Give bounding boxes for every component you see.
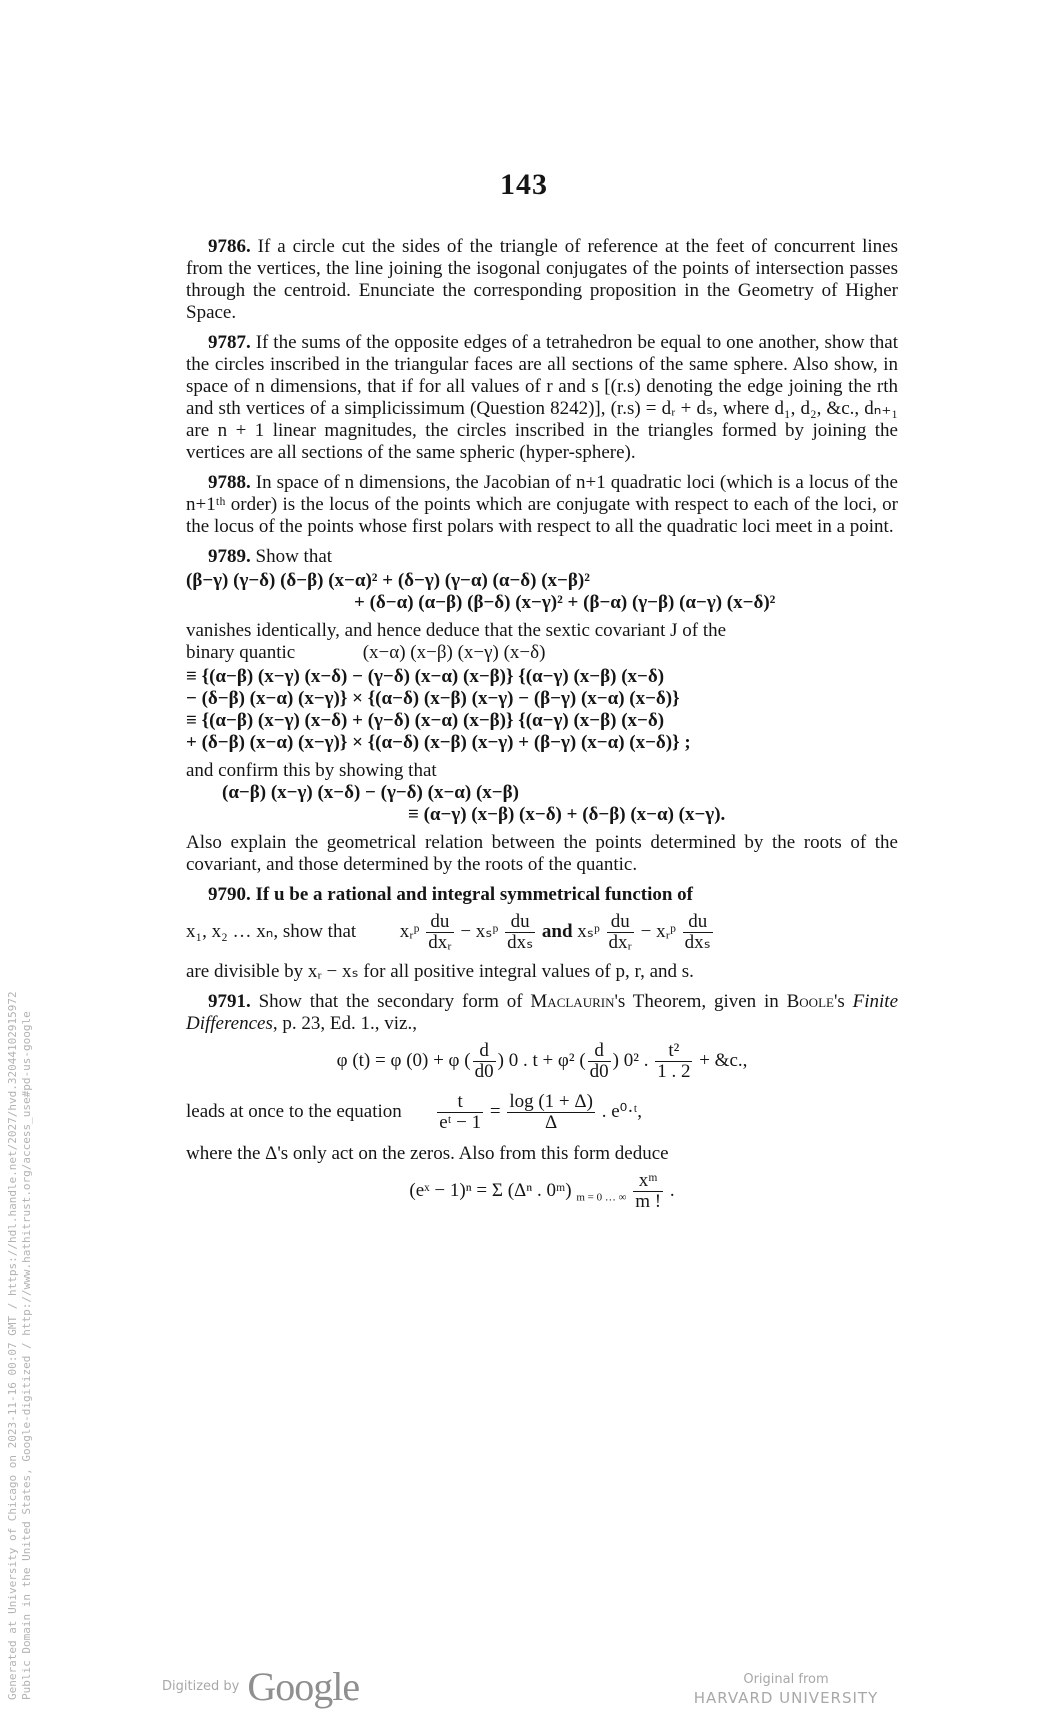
watermark-line: Generated at University of Chicago on 2023-11-16 00:07 GMT / https://hdl.handle.net/2027/hvd.32044102915972 <box>6 991 19 1700</box>
page-number: 143 <box>500 168 548 201</box>
question-text: If a circle cut the sides of the triangle of reference at the feet of concurrent lines from the vertices, the line joining the isogonal conjugates of the points of intersection passes through the centroid. Enunciate the corresponding proposition in the Geometry of Higher Space. <box>186 236 898 323</box>
equation-line: + (δ−α) (α−β) (β−δ) (x−γ)² + (β−α) (γ−β) (α−γ) (x−δ)² <box>354 592 776 613</box>
original-from <box>686 1672 886 1708</box>
equation-line: + (δ−β) (x−α) (x−γ)} × {(α−δ) (x−β) (x−γ) + (β−γ) (x−α) (x−δ)} ; <box>186 732 691 753</box>
coefficient: − xₛᵖ <box>460 920 499 942</box>
question-text: 's Theorem, given in <box>614 991 779 1012</box>
equation-line <box>186 912 898 953</box>
question-text: and confirm this by showing that <box>186 760 437 781</box>
equation-part: φ (t) = φ (0) + φ <box>336 1049 460 1071</box>
fraction: $\frac{\log (1 + \Delta)}{\Delta}$ <box>509 1091 593 1133</box>
equation-part: (eˣ − 1)ⁿ = Σ (Δⁿ . 0ᵐ) <box>409 1179 572 1201</box>
google-logo: Google <box>247 1664 360 1709</box>
equation-line <box>186 1171 898 1212</box>
derivative-fraction: $\frac{du}{\text{dxᵣ}}$ <box>608 911 632 953</box>
equation-part: . e⁰·ᵗ, <box>601 1100 642 1122</box>
equation-part: 0 . t + φ² <box>508 1049 575 1071</box>
question-text: Also explain the geometrical relation between the points determined by the roots of the covariant, and those determined by the roots of the quantic. <box>186 832 898 875</box>
question-number: 9788. <box>208 472 251 493</box>
reference-author: Boole <box>786 991 834 1012</box>
conjunction: and <box>541 920 573 942</box>
equation-part: + &c., <box>699 1049 748 1071</box>
question-text: In space of n dimensions, the Jacobian of n+1 quadratic loci (which is a locus of the n+1ᵗʰ order) is the locus of the points which are conjugate with respect to each of the loci, or the locus of the points whose first polars with respect to all the quadratic loci meet in a point. <box>186 472 898 537</box>
question-text: leads at once to the equation <box>186 1100 402 1122</box>
equation-line: φ (t) = φ (0) + φ ( $\frac{d}{d0}$ ) 0 . t + φ² ( $\frac{d}{d0}$ ) 0² . $\frac{\text{t²}}{1 . 2}$ + &c., <box>336 1040 748 1082</box>
derivative-fraction: $\frac{du}{\text{dxᵣ}}$ <box>428 911 452 953</box>
question-text: vanishes identically, and hence deduce that the sextic covariant J of the <box>186 620 727 641</box>
question-9790 <box>186 884 898 983</box>
summation-range: m = 0 … ∞ <box>576 1191 627 1204</box>
derivative-fraction: $\frac{du}{\text{dxₛ}}$ <box>507 911 534 953</box>
author-name: Maclaurin <box>530 991 615 1012</box>
hathitrust-watermark <box>6 860 34 1700</box>
quantic-expression: (x−α) (x−β) (x−γ) (x−δ) <box>362 642 546 663</box>
variables-text: x₁, x₂ … xₙ, show that <box>186 920 357 942</box>
question-number: 9789. <box>208 546 251 567</box>
digitized-by <box>162 1663 359 1710</box>
derivative-fraction: $\frac{d}{d0}$ <box>474 1040 494 1082</box>
watermark-line: Public Domain in the United States, Google-digitized / http://www.hathitrust.org/access_use#pd-us-google <box>20 1011 33 1700</box>
quantic-label: binary quantic <box>186 642 296 663</box>
question-number: 9786. <box>208 236 251 257</box>
question-9791 <box>186 991 898 1212</box>
question-text: Show that the secondary form of <box>258 991 523 1012</box>
equation-line: ≡ (α−γ) (x−β) (x−δ) + (δ−β) (x−α) (x−γ). <box>408 804 726 825</box>
question-lead <box>186 884 898 906</box>
institution-name: HARVARD UNIVERSITY <box>693 1689 879 1707</box>
question-9786 <box>186 236 898 324</box>
question-number: 9791. <box>208 991 251 1012</box>
question-lead: 9791. Show that the secondary form of Maclaurin's Theorem, given in Boole's Finite Differences, p. 23, Ed. 1., viz., <box>186 991 899 1034</box>
equation-line: ≡ {(α−β) (x−γ) (x−δ) + (γ−δ) (x−α) (x−β)} {(α−γ) (x−β) (x−δ) <box>186 710 665 731</box>
equation-line: (α−β) (x−γ) (x−δ) − (γ−δ) (x−α) (x−β) <box>222 782 519 803</box>
question-text: Show that <box>255 546 333 567</box>
coefficient: xᵣᵖ <box>399 920 420 942</box>
factorial-fraction: $\frac{\text{t²}}{1 . 2}$ <box>657 1040 691 1082</box>
question-9787 <box>186 332 898 464</box>
derivative-fraction: $\frac{d}{d0}$ <box>589 1040 609 1082</box>
question-9788 <box>186 472 898 538</box>
original-from-label: Original from <box>743 1672 829 1687</box>
question-number: 9787. <box>208 332 251 353</box>
fraction: $\frac{t}{\text{eᵗ − 1}}$ <box>439 1091 482 1133</box>
equation-part: . <box>669 1179 675 1201</box>
equation-part: 0² . <box>623 1049 649 1071</box>
equation-line: (β−γ) (γ−δ) (δ−β) (x−α)² + (δ−γ) (γ−α) (α−δ) (x−β)² <box>186 570 590 591</box>
question-text: where the Δ's only act on the zeros. Also from this form deduce <box>186 1143 669 1164</box>
question-lead <box>186 546 898 568</box>
question-9789 <box>186 546 898 876</box>
question-text: , p. 23, Ed. 1., viz., <box>272 1013 417 1034</box>
fraction: $\frac{\text{xᵐ}}{m !}$ <box>635 1170 662 1212</box>
equation-line: leads at once to the equation $\frac{t}{\text{eᵗ − 1}}$ = $\frac{\log (1 + \Delta)}{\Delta}$ . e⁰·ᵗ, <box>186 1091 642 1133</box>
quantic-line <box>186 642 898 664</box>
coefficient: xₛᵖ <box>577 920 600 942</box>
digitized-label: Digitized by <box>162 1679 240 1694</box>
derivative-fraction: $\frac{du}{\text{dxₛ}}$ <box>684 911 711 953</box>
question-number: 9790. <box>208 884 251 905</box>
page-body <box>186 236 898 1212</box>
question-text: If the sums of the opposite edges of a tetrahedron be equal to one another, show that the circles inscribed in the triangular faces are all sections of the same sphere. Also show, in space of n dimensions, that if for all values of r and s [(r.s) denoting the edge joining the rth and sth vertices of a simplicissimum (Question 8242)], (r.s) = dᵣ + dₛ, where d₁, d₂, &c., dₙ₊₁ are n + 1 linear magnitudes, the circles inscribed in the triangles formed by joining the vertices are all sections of the same spheric (hyper-sphere). <box>186 332 899 463</box>
reference-title: Finite Differences <box>186 991 899 1034</box>
question-text: If u be a rational and integral symmetrical function of <box>255 884 694 905</box>
equation-line: ≡ {(α−β) (x−γ) (x−δ) − (γ−δ) (x−α) (x−β)} {(α−γ) (x−β) (x−δ) <box>186 666 665 687</box>
equation-line: − (δ−β) (x−α) (x−γ)} × {(α−δ) (x−β) (x−γ) − (β−γ) (x−α) (x−δ)} <box>186 688 680 709</box>
question-text: are divisible by xᵣ − xₛ for all positive integral values of p, r, and s. <box>186 961 694 982</box>
coefficient: − xᵣᵖ <box>640 920 676 942</box>
